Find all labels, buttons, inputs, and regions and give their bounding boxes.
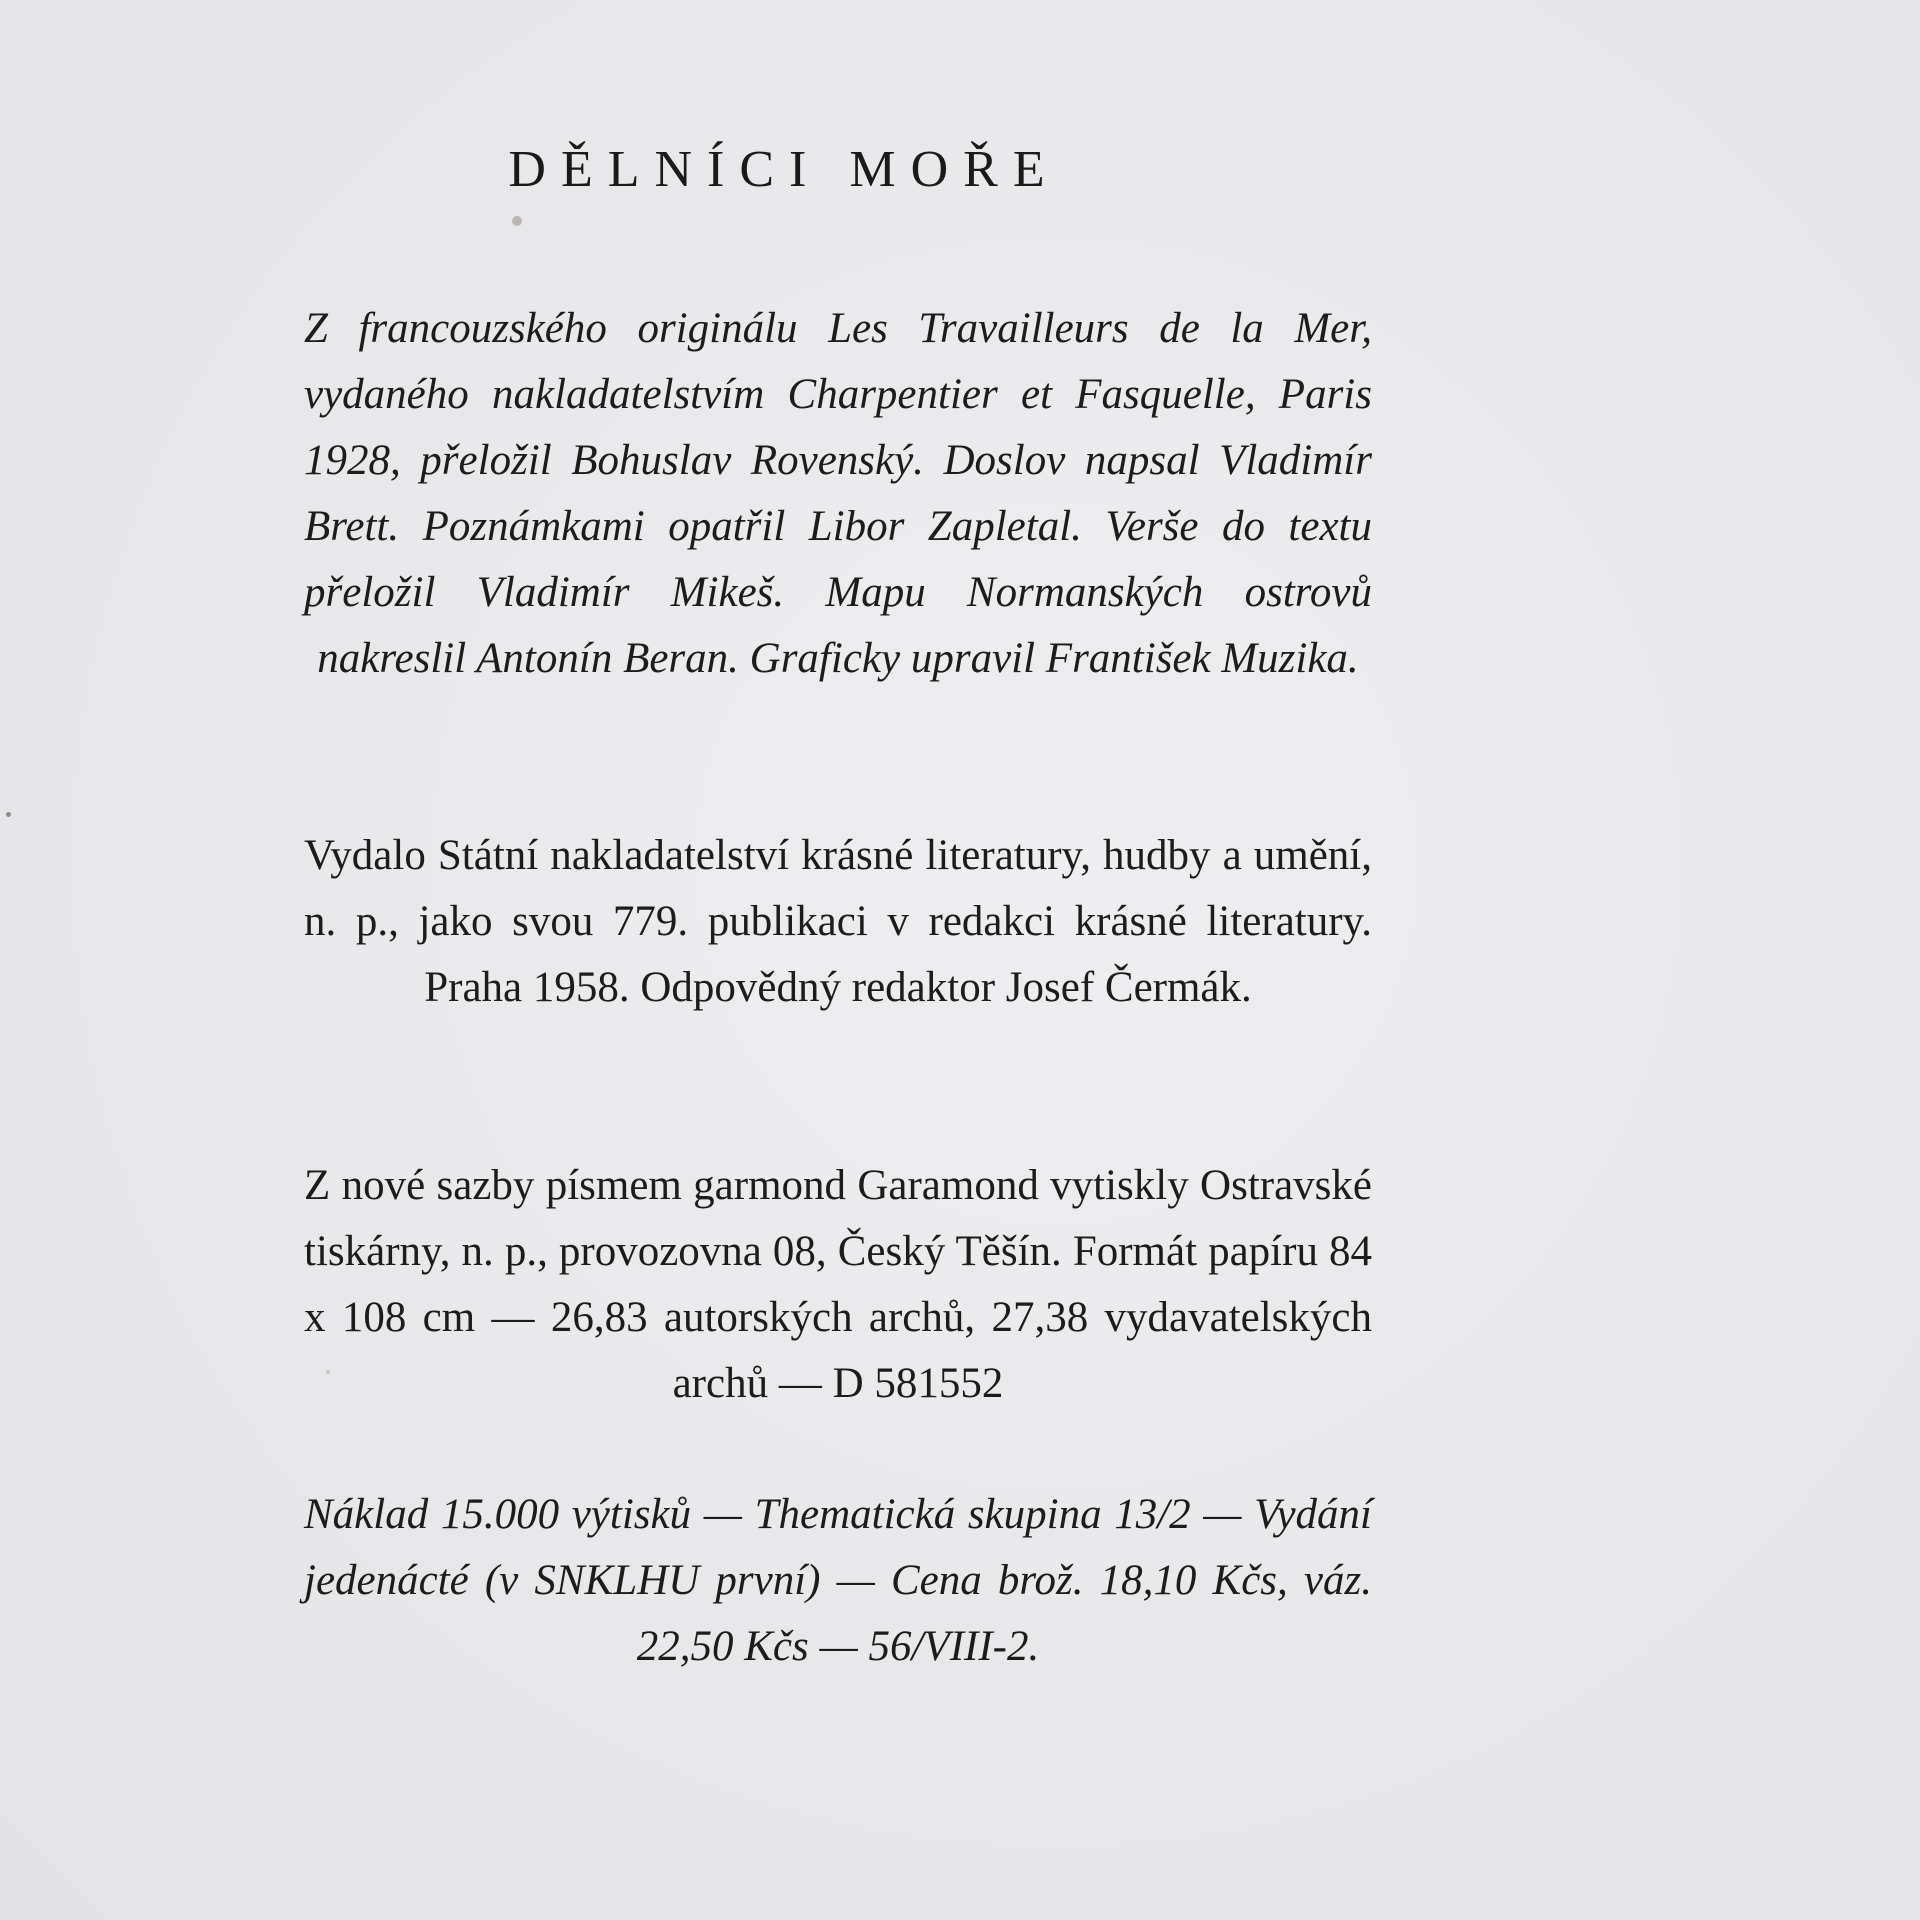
publisher-paragraph: Vydalo Státní nakladatelství krásné literatury, hudby a umění, n. p., jako svou 779. publikaci v redakci krásné literatury. Praha 1958. Odpovědný redaktor Josef Čermák. [304, 832, 1372, 1011]
circulation-price-paragraph: Náklad 15.000 výtisků — Thematická skupina 13/2 — Vydání jedenácté (v SNKLHU první) — Cena brož. 18,10 Kčs, váz. 22,50 Kčs — 56/VIII-2. [304, 1491, 1372, 1670]
book-title: DĚLNÍCI MOŘE [508, 141, 1060, 198]
paper-speck [512, 216, 522, 226]
printing-details-paragraph: Z nové sazby písmem garmond Garamond vytiskly Ostravské tiskárny, n. p., provozovna 08, Český Těšín. Formát papíru 84 x 108 cm — 26,83 autorských archů, 27,38 vydavatelských archů — D 581552 [304, 1162, 1372, 1407]
paper-speck [6, 812, 11, 817]
translation-credits-paragraph: Z francouzského originálu Les Travailleurs de la Mer, vydaného nakladatelstvím Charpentier et Fasquelle, Paris 1928, přeložil Bohuslav Rovenský. Doslov napsal Vladimír Brett. Poznámkami opatřil Libor Zapletal. Verše do textu přeložil Vladimír Mikeš. Mapu Normanských ostrovů nakreslil Antonín Beran. Graficky upravil František Muzika. [304, 305, 1372, 682]
